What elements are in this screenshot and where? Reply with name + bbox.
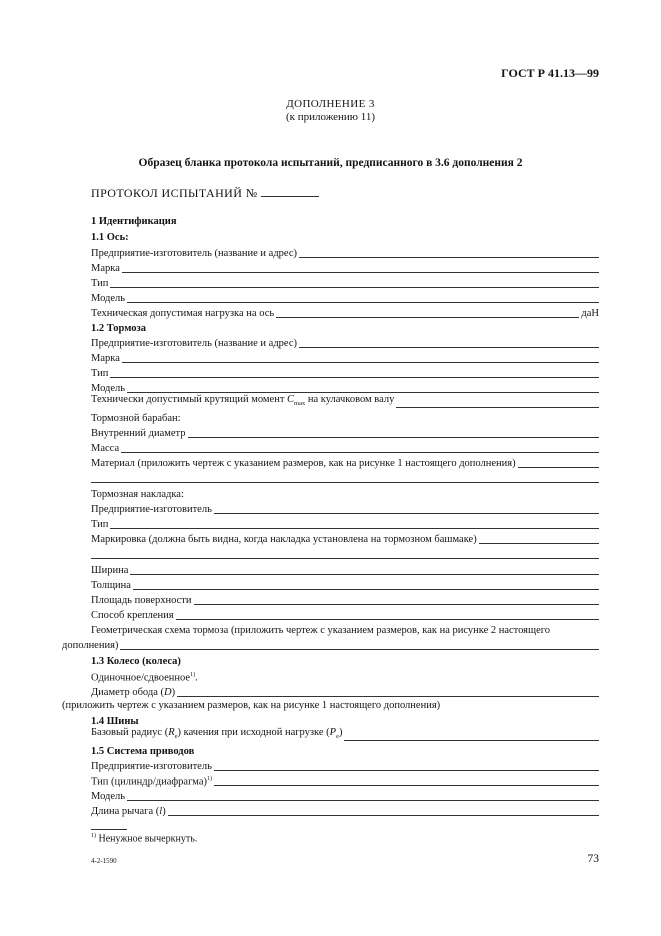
drum-material-field-2[interactable] [91, 472, 599, 483]
axle-type-row: Тип [91, 276, 599, 290]
single-dual-row[interactable]: Одиночное/сдвоенное$^{1)}$. [91, 671, 198, 683]
rolling-radius-row: Базовый радиус $(R_e)$ качения при исходной нагрузке $(P_e)$ [91, 729, 599, 743]
rim-diameter-row: Диаметр обода (D) [91, 685, 599, 699]
axle-brand-field[interactable] [122, 262, 599, 273]
protocol-title-text: ПРОТОКОЛ ИСПЫТАНИЙ № [91, 186, 258, 200]
actuator-model-field[interactable] [127, 790, 599, 801]
standard-number: ГОСТ Р 41.13—99 [501, 66, 599, 80]
lining-marking-field-2[interactable] [91, 548, 599, 559]
drum-inner-diameter-field[interactable] [188, 427, 600, 438]
brake-model-field[interactable] [127, 382, 599, 393]
lining-marking-field[interactable] [479, 533, 599, 544]
actuator-maker-field[interactable] [214, 760, 599, 771]
lining-thickness-field[interactable] [133, 579, 599, 590]
page-number: 73 [587, 853, 599, 865]
brake-geometry-row-2: дополнения) [62, 638, 599, 652]
supplement-title: ДОПОЛНЕНИЕ 3 [286, 98, 375, 110]
form-title: Образец бланка протокола испытаний, предписанного в 3.6 дополнения 2 [138, 157, 523, 169]
brake-model-row: Модель [91, 381, 599, 395]
lining-width-field[interactable] [130, 564, 599, 575]
lining-surface-row: Площадь поверхности [91, 593, 599, 607]
protocol-number-field[interactable] [261, 185, 319, 197]
lining-surface-field[interactable] [194, 594, 600, 605]
section-actuators: 1.5 Система приводов [91, 746, 195, 757]
lining-thickness-row: Толщина [91, 578, 599, 592]
supplement-reference: (к приложению 11) [285, 111, 376, 123]
brake-lining-label: Тормозная накладка: [91, 489, 184, 500]
brake-maker-row: Предприятие-изготовитель (название и адрес) [91, 336, 599, 350]
brake-brand-field[interactable] [122, 352, 599, 363]
lining-fixing-row: Способ крепления [91, 608, 599, 622]
axle-maker-field[interactable] [299, 247, 599, 258]
footnote-separator [91, 829, 127, 830]
lining-width-row: Ширина [91, 563, 599, 577]
axle-model-field[interactable] [127, 292, 599, 303]
lining-maker-row: Предприятие-изготовитель [91, 502, 599, 516]
brake-torque-field[interactable] [396, 397, 599, 408]
brake-brand-row: Марка [91, 351, 599, 365]
drum-material-row-2 [91, 471, 599, 485]
actuator-type-field[interactable] [214, 775, 599, 786]
section-axle: 1.1 Ось: [91, 232, 129, 243]
section-tyres: 1.4 Шины [91, 716, 139, 727]
lining-type-field[interactable] [110, 518, 599, 529]
lever-length-row: Длина рычага (l) [91, 804, 599, 818]
section-identification: 1 Идентификация [91, 216, 177, 227]
brake-maker-field[interactable] [299, 337, 599, 348]
axle-maker-row: Предприятие-изготовитель (название и адрес) [91, 246, 599, 260]
rim-diameter-field[interactable] [177, 686, 599, 697]
lining-maker-field[interactable] [214, 503, 599, 514]
drum-mass-row: Масса [91, 441, 599, 455]
brake-type-row: Тип [91, 366, 599, 380]
lining-marking-row-2 [91, 547, 599, 561]
brake-drum-label: Тормозной барабан: [91, 413, 181, 424]
drum-material-field[interactable] [518, 457, 599, 468]
lining-type-row: Тип [91, 517, 599, 531]
actuator-maker-row: Предприятие-изготовитель [91, 759, 599, 773]
brake-geometry-field[interactable] [120, 639, 599, 650]
brake-type-field[interactable] [110, 367, 599, 378]
print-code: 4-2-1590 [91, 857, 117, 865]
actuator-model-row: Модель [91, 789, 599, 803]
footnote: $^{1)}$ Ненужное вычеркнуть. [91, 833, 198, 845]
protocol-title [91, 185, 319, 201]
drum-inner-diameter-row: Внутренний диаметр [91, 426, 599, 440]
lever-length-field[interactable] [168, 805, 599, 816]
axle-load-row: Техническая допустимая нагрузка на ось даН [91, 308, 599, 319]
axle-load-field[interactable] [276, 307, 579, 318]
axle-model-row: Модель [91, 291, 599, 305]
rolling-radius-field[interactable] [344, 730, 599, 741]
lining-marking-row: Маркировка (должна быть видна, когда накладка установлена на тормозном башмаке) [91, 532, 599, 546]
section-brakes: 1.2 Тормоза [91, 323, 146, 334]
lining-fixing-field[interactable] [176, 609, 599, 620]
actuator-type-row: Тип (цилиндр/диафрагма)$^{1)}$ [91, 774, 599, 788]
brake-geometry-row: Геометрическая схема тормоза (приложить чертеж с указанием размеров, как на рисунке 2 настоящего [91, 625, 551, 636]
axle-brand-row: Марка [91, 261, 599, 275]
rim-note: (приложить чертеж с указанием размеров, как на рисунке 1 настоящего дополнения) [62, 700, 441, 711]
axle-type-field[interactable] [110, 277, 599, 288]
drum-mass-field[interactable] [121, 442, 599, 453]
drum-material-row: Материал (приложить чертеж с указанием размеров, как на рисунке 1 настоящего дополнения) [91, 456, 599, 470]
section-wheels: 1.3 Колесо (колеса) [91, 656, 181, 667]
brake-torque-row: Технически допустимый крутящий момент $C_{max}$ на кулачковом валу [91, 396, 599, 410]
